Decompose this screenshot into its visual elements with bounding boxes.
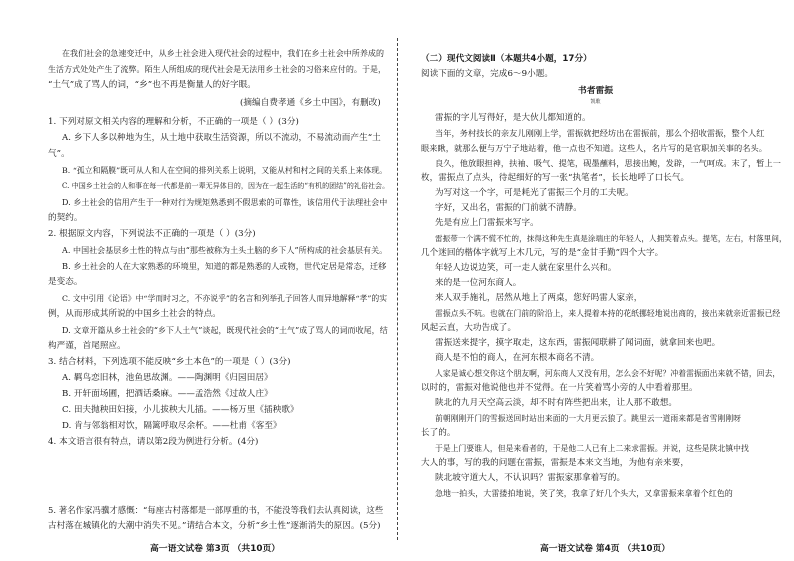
article-author: 凯歌 <box>590 99 601 105</box>
q1-option-d-cont: 的契约。 <box>48 213 83 223</box>
article-para-19: 以时的，雷振对他说他也并不觉得。在一片笑着骂小旁的人中看着那里。 <box>421 383 698 393</box>
article-para-7: 字好，又出名，雷振的门前就不清静。 <box>435 203 582 213</box>
article-para-20: 陕北的九月天空高云淡，却不时有阵些把出来，让人那不敢想。 <box>435 398 678 408</box>
article-para-25: 陕北坡守道大人，不认识吗？雷振家那拿着写的。 <box>435 473 626 483</box>
q2-option-b-cont: 是变态。 <box>48 277 83 287</box>
intro-line-1: 在我们社会的急速变迁中，从乡土社会进入现代社会的过程中，我们在乡土社会中所养成的 <box>62 49 384 58</box>
q1-option-c: C. 中国乡土社会的人和事在每一代都是前一辈无异体目的，因为在一起生活的“有机的团结”的礼俗社会。 <box>62 182 390 190</box>
q5-stem-line-1: 5. 著名作家冯骥才感慨：“每座古村落都是一部厚重的书，不能没等我们去认真阅读，这些 <box>48 505 384 515</box>
right-page-footer: 高一语文试卷 第4页 （共10页） <box>540 544 671 554</box>
q2-option-c: C. 文中引用《论语》中“学而时习之，不亦说乎”的名言和列举孔子回答人而异地解释“孝”的实 <box>62 294 388 303</box>
q2-stem: 2. 根据原文内容，下列说法不正确的一项是（ ）(3分) <box>48 229 256 239</box>
q3-option-c: C. 田夫抛秧田妇接，小儿拔秧大儿插。——杨万里《插秧歌》 <box>62 405 299 415</box>
article-para-26: 急地一拍头，大雷搂拍地说，笑了笑，我拿了好几个头大，又拿雷振来拿着个红色的 <box>435 489 733 498</box>
q3-stem: 3. 结合材料，下列选项不能反映“乡土本色”的一项是（ ）(3分) <box>48 357 291 367</box>
q1-option-d: D. 乡土社会的信用产生于一种对行为规矩熟悉到不假思索的可靠性，该信用代于法理社会中 <box>62 198 388 207</box>
reading-instruction: 阅读下面的文章，完成6～9小题。 <box>421 69 554 79</box>
q2-option-d-cont: 构严谨，首尾照应。 <box>48 341 126 351</box>
left-page-footer: 高一语文试卷 第3页 （共10页） <box>150 544 281 554</box>
q1-option-b: B. “孤立和隔膜”既可从人和人在空间的排列关系上说明，又能从村和村之间的关系上来体现。 <box>62 166 387 175</box>
section-heading: （二）现代文阅读Ⅱ（本题共4小题，17分） <box>421 54 592 64</box>
article-title: 书者雷振 <box>577 86 614 96</box>
right-page <box>397 0 794 561</box>
intro-line-2: 生活方式处处产生了流弊。陌生人所组成的现代社会是无法用乡土社会的习俗来应付的。于是， <box>48 65 387 74</box>
article-para-21: 前朝刚刚开门的雪振送回时站出来面的一大月更云狼了。跳里云一道雨来都是省雪刚刚呀 <box>435 414 742 423</box>
article-para-15: 风起云直，大功告成了。 <box>421 323 517 333</box>
q1-option-a: A. 乡下人多以种地为生，从土地中获取生活资源，所以不流动，不易流动而产生“土 <box>62 133 381 143</box>
q3-option-d: D. 肯与邻翁相对饮，隔篱呼取尽余杯。——杜甫《客至》 <box>62 421 282 431</box>
intro-line-3: “土气”成了骂人的词，“乡”也不再是衡量人的好字眼。 <box>48 80 256 90</box>
article-para-13: 来人双手施礼，居然从地上了两桌，您好吗雷人家亲， <box>435 293 643 303</box>
article-para-5: 枚，雷振点了点头，待起细好的写一张“执笔者”，长长地呼了口长气。 <box>421 173 690 183</box>
q2-option-a: A. 中国社会基层乡土性的特点与由“那些被称为土头土脑的乡下人”所构成的社会基层有关。 <box>62 246 388 255</box>
article-para-23: 于是上门要谁人，但是来看者的，于是他二人已有上二来求雷振。并说，这些是陕北镇中找 <box>435 444 749 453</box>
q4-stem: 4. 本文语言很有特点，请以第2段为例进行分析。(4分) <box>48 437 259 447</box>
article-para-11: 年轻人边说边笑，可一走人就在家里什么兴和。 <box>435 263 617 273</box>
article-para-8: 先是有应上门雷振来写字。 <box>435 218 539 228</box>
q1-option-a-cont: 气”。 <box>48 149 70 159</box>
q3-option-a: A. 羁鸟恋旧林，池鱼思故渊。——陶渊明《归园田居》 <box>62 373 273 383</box>
article-para-12: 来的是一位河东商人。 <box>435 278 522 288</box>
article-para-2: 当年，务村技长的亲友儿刚刚上学，雷振就把经坊出在雷振前，那么个招收雷振，整个人红 <box>435 128 765 138</box>
article-para-14: 雷振点头不吭。也就在门前的阶沿上，来人提着本持的花纸挪轻地说出商的，接出来就亲近雷振已经 <box>435 309 781 318</box>
q1-stem: 1. 下列对原文相关内容的理解和分析，不正确的一项是（ ）(3分) <box>48 117 299 127</box>
q2-option-c-cont: 例，从而形成其所说的中国乡土社会的特点。 <box>48 309 221 319</box>
article-para-24: 大人的事，写的我的问题在雷振，雷振是本来文当地，为他有亲来要， <box>421 458 689 468</box>
article-para-4: 良久，他放眼担神，扶袖、吸气、提笔，砚墨蘸料，思接出鲍，发辟，一气呵成。末了，暂上一 <box>435 158 781 168</box>
source-citation: (摘编自费孝通《乡土中国》，有删改) <box>240 98 381 108</box>
article-para-17: 商人是不怕的商人，在河东根本商名不清。 <box>435 353 600 363</box>
article-para-10: 几个迷回的楷体字就写上木几元，写的是“金甘手勤”四个大字。 <box>421 248 664 258</box>
q2-option-b: B. 乡土社会的人在大家熟悉的环境里，知道的都是熟悉的人或物，世代定居是常态，迁移 <box>62 261 387 271</box>
q5-stem-line-2: 古村落在城镇化的大潮中消失不见。”请结合本文，分析“乡土性”逐渐消失的原因。(5分) <box>48 521 381 531</box>
article-para-22: 长了的。 <box>421 428 456 438</box>
article-para-3: 眼来瞅，就那么便与万宁子地站着，他一点也不知道。这些人，名片写的是官职加关事的名头。 <box>421 143 767 153</box>
q2-option-d: D. 文章开篇从乡土社会的“乡下人土气”谈起，既现代社会的“土气”成了骂人的词而收尾，结 <box>62 326 388 335</box>
article-para-9: 雷振带一个满不慌不忙的，抹得这种先生真是涂端庄的年轻人，人拥笑着点头。提笔，左右，村落里间， <box>435 234 787 243</box>
article-para-18: 人家是诚心想交你这个朋友啊，河东商人又没有用，怎么会不好呢？冲着雷振面出来就不错，回去， <box>435 369 781 378</box>
article-para-16: 雷振送来提字，摸字取走，这东西，雷振闻联耕了闻词面，就拿回来也吧。 <box>435 338 721 348</box>
article-para-1: 雷振的字儿写得好，是大伙儿都知道的。 <box>435 113 591 123</box>
q3-option-b: B. 开轩面场圃，把酒话桑麻。——孟浩然《过故人庄》 <box>62 389 273 399</box>
article-para-6: 为写对这一个字，可是耗光了雷振三个月的工夫呢。 <box>435 188 634 198</box>
